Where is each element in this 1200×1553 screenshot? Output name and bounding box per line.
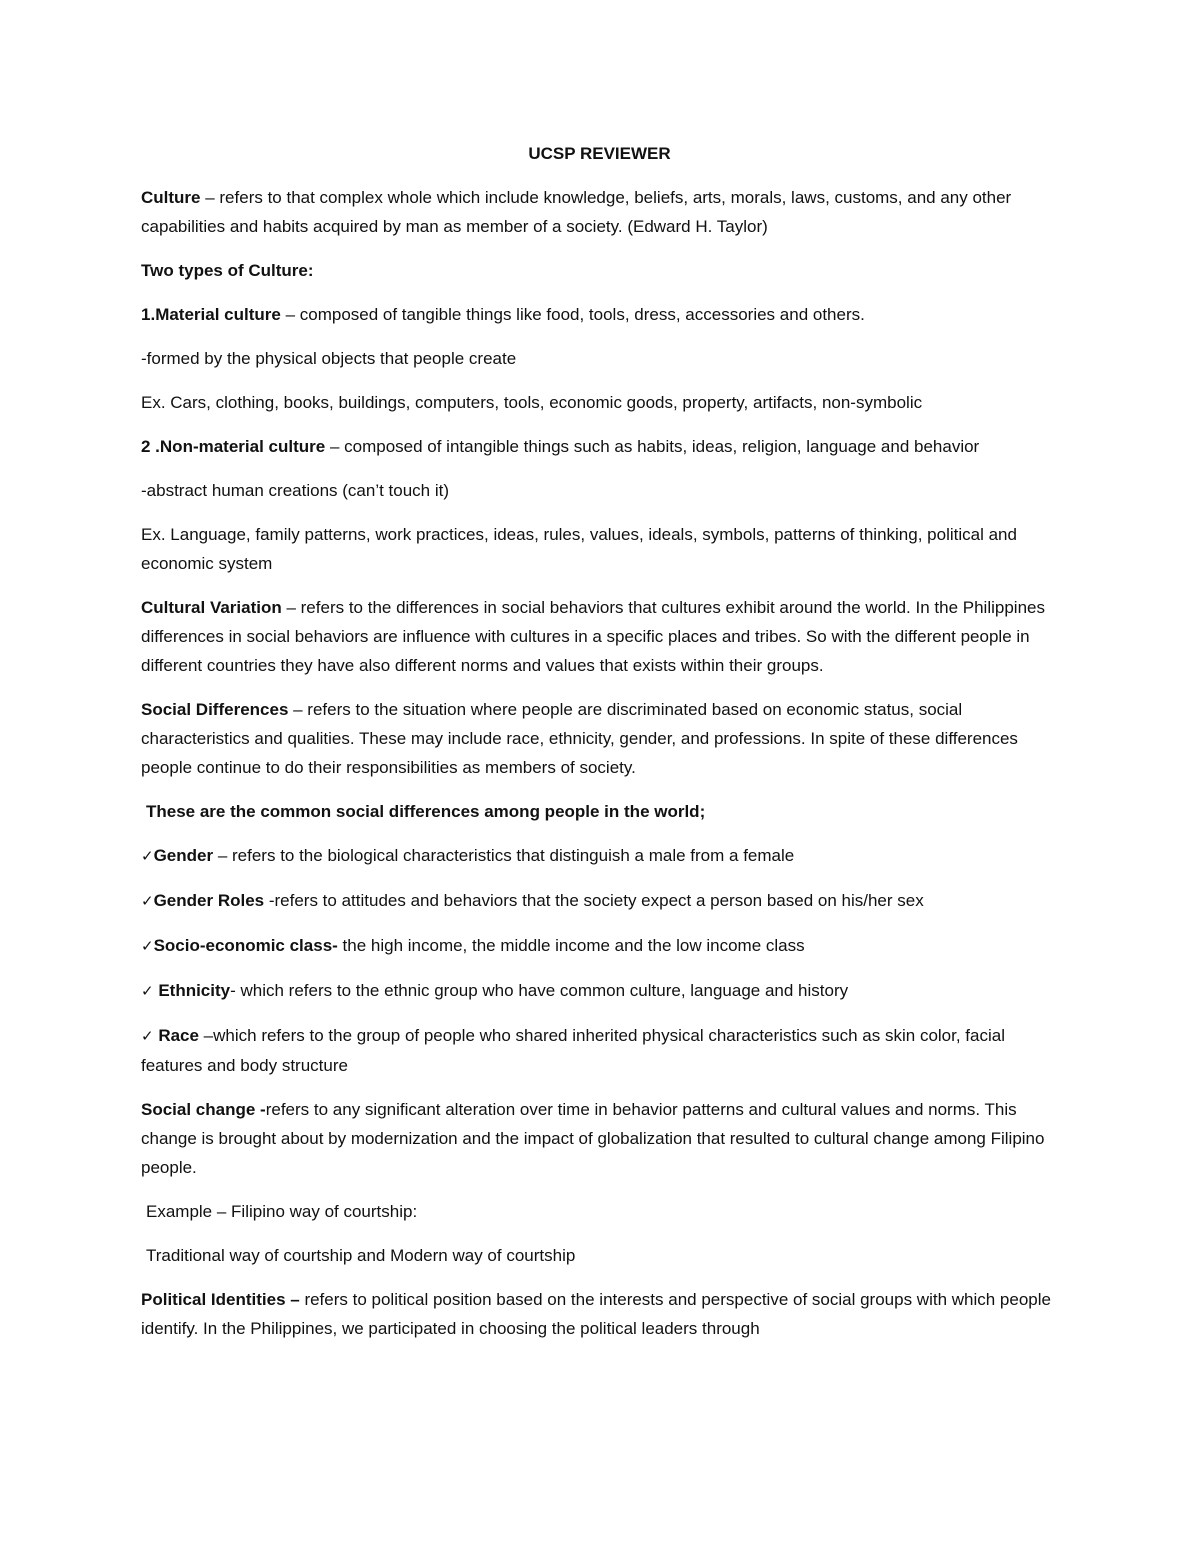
- political-term: Political Identities –: [141, 1290, 300, 1309]
- social-change-definition: refers to any significant alteration over time in behavior patterns and cultural values and norms. This change is brought about by modernization and the impact of globalization that resulted to cultural change among Filipino people.: [141, 1100, 1045, 1177]
- culture-term: Culture: [141, 188, 201, 207]
- culture-paragraph: [141, 183, 1056, 241]
- social-change-paragraph: [141, 1095, 1056, 1182]
- types-heading: [141, 256, 1056, 285]
- political-paragraph: [141, 1285, 1056, 1343]
- material-number: 1.: [141, 305, 156, 324]
- courtship-example: Example – Filipino way of courtship:: [146, 1202, 418, 1221]
- variation-paragraph: [141, 593, 1056, 680]
- courtship-types: Traditional way of courtship and Modern way of courtship: [146, 1246, 576, 1265]
- material-example: Ex. Cars, clothing, books, buildings, computers, tools, economic goods, property, artifacts, non-symbolic: [141, 393, 923, 412]
- ethnicity-definition: - which refers to the ethnic group who have common culture, language and history: [230, 981, 849, 1000]
- nonmaterial-number: 2 .: [141, 437, 160, 456]
- social-differences-term: Social Differences: [141, 700, 289, 719]
- race-definition: –which refers to the group of people who shared inherited physical characteristics such as skin color, facial features and body structure: [141, 1026, 1005, 1075]
- culture-definition: – refers to that complex whole which include knowledge, beliefs, arts, morals, laws, customs, and any other capabilities and habits acquired by man as member of a society. (Edward H. Taylor): [141, 188, 1012, 236]
- material-term: Material culture: [155, 305, 281, 324]
- nonmaterial-definition: – composed of intangible things such as habits, ideas, religion, language and behavior: [325, 437, 980, 456]
- gender-definition: – refers to the biological characteristics that distinguish a male from a female: [213, 846, 795, 865]
- variation-definition: – refers to the differences in social behaviors that cultures exhibit around the world. In the Philippines differences in social behaviors are influence with cultures in a specific places and tribes. So with the different people in different countries they have also different norms and values that exists within their groups.: [141, 598, 1045, 675]
- social-change-term: Social change -: [141, 1100, 266, 1119]
- nonmaterial-example: Ex. Language, family patterns, work practices, ideas, rules, values, ideals, symbols, patterns of thinking, political and economic system: [141, 525, 1017, 573]
- checkmark-icon: ✓: [141, 982, 154, 1000]
- political-definition: refers to political position based on the interests and perspective of social groups with which people identify. In the Philippines, we participated in choosing the political leaders through: [141, 1290, 1051, 1338]
- document-title: UCSP REVIEWER: [528, 144, 671, 163]
- social-differences-paragraph: [141, 695, 1056, 782]
- nonmaterial-term: Non-material culture: [159, 437, 326, 456]
- checkmark-icon: ✓: [141, 847, 154, 865]
- gender-item: [141, 841, 1056, 871]
- checkmark-icon: ✓: [141, 1027, 154, 1045]
- socio-economic-item: [141, 931, 1056, 961]
- race-term: Race: [158, 1026, 199, 1045]
- checkmark-icon: ✓: [141, 937, 154, 955]
- common-differences-heading-text: These are the common social differences among people in the world;: [146, 802, 706, 821]
- material-paragraph: [141, 300, 1056, 329]
- types-heading-text: Two types of Culture:: [141, 261, 314, 280]
- nonmaterial-paragraph: [141, 432, 1056, 461]
- nonmaterial-note: -abstract human creations (can’t touch it): [141, 481, 450, 500]
- document-body: [141, 139, 1056, 1358]
- variation-term: Cultural Variation: [141, 598, 282, 617]
- gender-roles-item: [141, 886, 1056, 916]
- ethnicity-term: Ethnicity: [158, 981, 231, 1000]
- gender-roles-term: Gender Roles: [153, 891, 265, 910]
- race-item: [141, 1021, 1056, 1080]
- checkmark-icon: ✓: [141, 892, 154, 910]
- socio-economic-term: Socio-economic class-: [153, 936, 338, 955]
- gender-roles-definition: -refers to attitudes and behaviors that the society expect a person based on his/her sex: [264, 891, 924, 910]
- gender-term: Gender: [153, 846, 214, 865]
- socio-economic-definition: the high income, the middle income and the low income class: [337, 936, 805, 955]
- social-differences-definition: – refers to the situation where people are discriminated based on economic status, social characteristics and qualities. These may include race, ethnicity, gender, and professions. In spite of these differences people continue to do their responsibilities as members of society.: [141, 700, 1018, 777]
- material-definition: – composed of tangible things like food, tools, dress, accessories and others.: [280, 305, 865, 324]
- material-note: -formed by the physical objects that people create: [141, 349, 517, 368]
- ethnicity-item: [141, 976, 1056, 1006]
- common-differences-heading: [141, 797, 1056, 826]
